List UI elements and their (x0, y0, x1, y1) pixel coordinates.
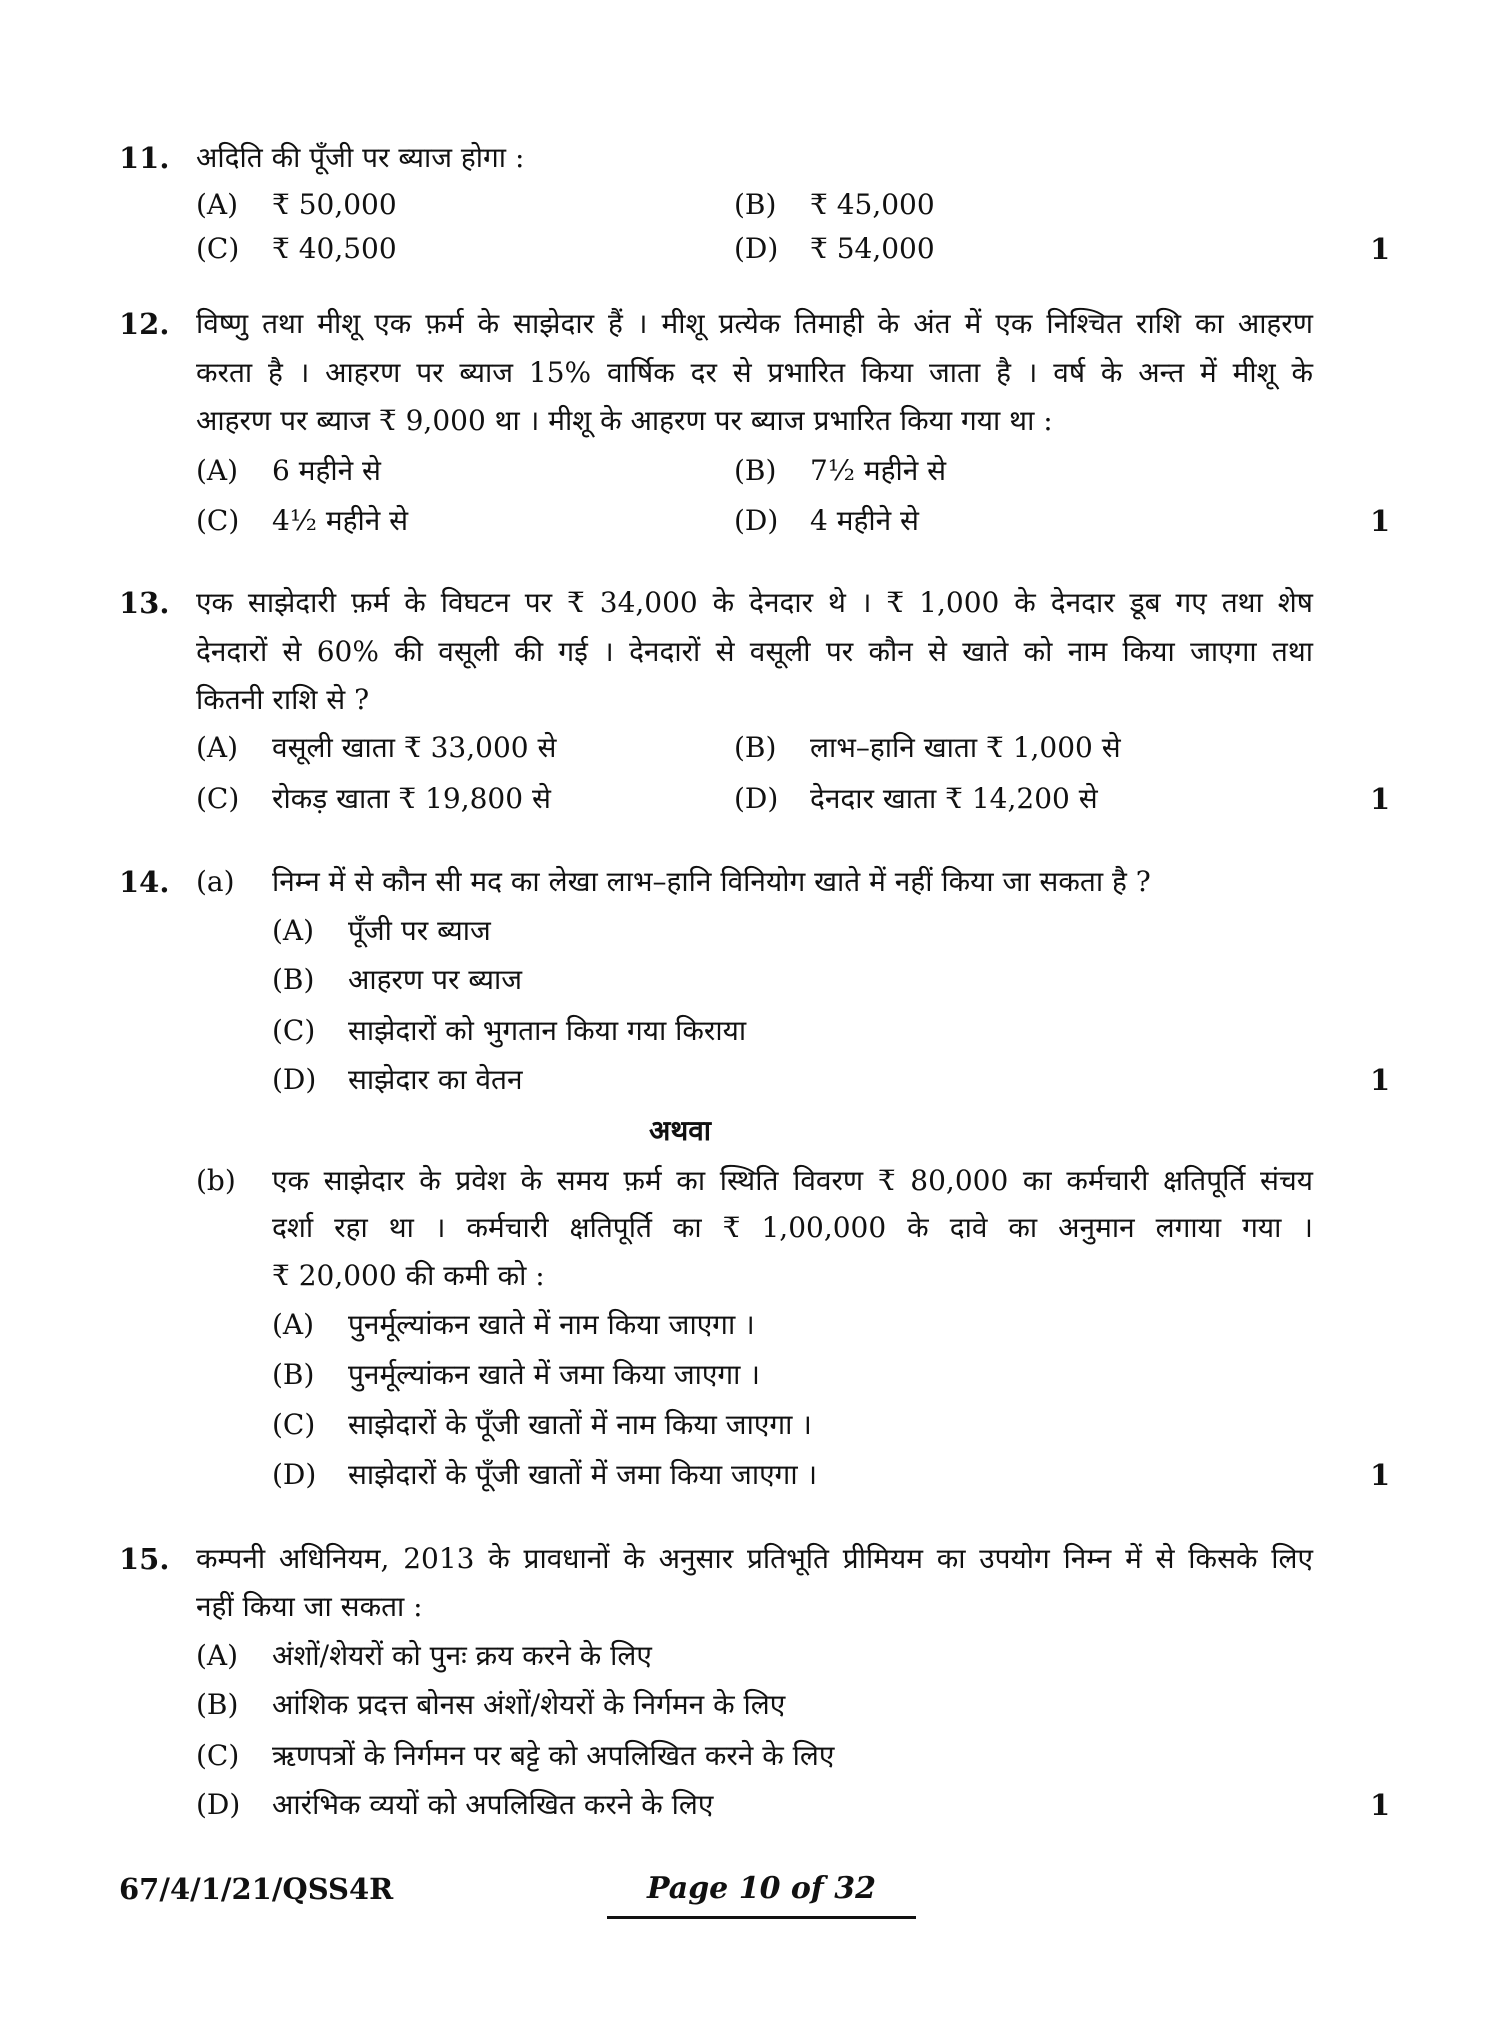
option-text-d: 4 महीने से (810, 504, 919, 537)
part-a-option-text-c: साझेदारों को भुगतान किया गया किराया (348, 1014, 747, 1047)
option-text-a: अंशों/शेयरों को पुनः क्रय करने के लिए (272, 1639, 652, 1672)
marks: 1 (1370, 1788, 1391, 1822)
part-b-option-label-c: (C) (272, 1408, 316, 1441)
option-text-c: ₹ 40,500 (272, 232, 397, 265)
question-text: अदिति की पूँजी पर ब्याज होगा : (196, 141, 525, 174)
part-b-option-label-b: (B) (272, 1358, 315, 1391)
option-text-c: 4½ महीने से (272, 504, 409, 537)
part-a-option-text-b: आहरण पर ब्याज (348, 963, 522, 996)
or-separator: अथवा (648, 1114, 712, 1147)
part-b-option-label-d: (D) (272, 1458, 317, 1491)
marks: 1 (1370, 504, 1391, 538)
question-text-line-3: आहरण पर ब्याज ₹ 9,000 था । मीशू के आहरण पर ब्याज प्रभारित किया गया था : (196, 404, 1053, 437)
marks: 1 (1370, 782, 1391, 816)
option-label-d: (D) (196, 1788, 241, 1821)
part-b-option-text-d: साझेदारों के पूँजी खातों में जमा किया जाएगा । (348, 1458, 818, 1491)
part-a-text: निम्न में से कौन सी मद का लेखा लाभ–हानि विनियोग खाते में नहीं किया जा सकता है ? (272, 865, 1151, 898)
question-text-line-1: विष्णु तथा मीशू एक फ़र्म के साझेदार हैं । मीशू प्रत्येक तिमाही के अंत में एक निश्चित राशि का आहरण (196, 307, 1313, 340)
option-label-b: (B) (196, 1688, 239, 1721)
part-b-option-label-a: (A) (272, 1308, 315, 1341)
option-label-a: (A) (196, 454, 239, 487)
option-label-d: (D) (734, 232, 779, 265)
option-label-b: (B) (734, 454, 777, 487)
question-number: 14. (119, 865, 170, 899)
paper-code: 67/4/1/21/QSS4R (119, 1872, 394, 1906)
option-text-c: रोकड़ खाता ₹ 19,800 से (272, 782, 551, 815)
option-label-b: (B) (734, 731, 777, 764)
option-label-a: (A) (196, 731, 239, 764)
option-text-b: आंशिक प्रदत्त बोनस अंशों/शेयरों के निर्गमन के लिए (272, 1688, 786, 1721)
marks: 1 (1370, 232, 1391, 266)
part-b-label: (b) (196, 1164, 236, 1197)
option-text-d: आरंभिक व्ययों को अपलिखित करने के लिए (272, 1788, 714, 1821)
part-a-option-label-d: (D) (272, 1063, 317, 1096)
part-b-option-text-c: साझेदारों के पूँजी खातों में नाम किया जाएगा । (348, 1408, 812, 1441)
marks: 1 (1370, 1458, 1391, 1492)
part-b-text-line-3: ₹ 20,000 की कमी को : (272, 1259, 545, 1292)
option-text-d: ₹ 54,000 (810, 232, 935, 265)
question-number: 12. (119, 307, 170, 341)
option-label-a: (A) (196, 1639, 239, 1672)
part-b-text-line-2: दर्शा रहा था । कर्मचारी क्षतिपूर्ति का ₹ 1,00,000 के दावे का अनुमान लगाया गया । (272, 1211, 1313, 1244)
part-a-option-label-a: (A) (272, 914, 315, 947)
question-text-line-1: कम्पनी अधिनियम, 2013 के प्रावधानों के अनुसार प्रतिभूति प्रीमियम का उपयोग निम्न में से किसके लिए (196, 1542, 1313, 1575)
option-text-a: 6 महीने से (272, 454, 381, 487)
option-label-c: (C) (196, 782, 240, 815)
page-number: Page 10 of 32 (647, 1871, 876, 1906)
question-text-line-2: करता है । आहरण पर ब्याज 15% वार्षिक दर से प्रभारित किया जाता है । वर्ष के अन्त में मीशू के (196, 356, 1313, 389)
marks: 1 (1370, 1063, 1391, 1097)
page-number-underline (607, 1916, 916, 1919)
option-text-a: ₹ 50,000 (272, 188, 397, 221)
question-number: 11. (119, 141, 170, 175)
option-label-c: (C) (196, 1739, 240, 1772)
option-label-b: (B) (734, 188, 777, 221)
question-text-line-2: नहीं किया जा सकता : (196, 1590, 423, 1623)
question-number: 13. (119, 586, 170, 620)
question-text-line-1: एक साझेदारी फ़र्म के विघटन पर ₹ 34,000 के देनदार थे । ₹ 1,000 के देनदार डूब गए तथा शेष (196, 586, 1313, 619)
option-label-a: (A) (196, 188, 239, 221)
part-b-text-line-1: एक साझेदार के प्रवेश के समय फ़र्म का स्थिति विवरण ₹ 80,000 का कर्मचारी क्षतिपूर्ति संचय (272, 1164, 1313, 1197)
option-label-c: (C) (196, 232, 240, 265)
option-label-d: (D) (734, 504, 779, 537)
part-a-option-label-c: (C) (272, 1014, 316, 1047)
option-text-b: लाभ–हानि खाता ₹ 1,000 से (810, 731, 1121, 764)
part-a-label: (a) (196, 865, 235, 898)
option-label-c: (C) (196, 504, 240, 537)
part-b-option-text-a: पुनर्मूल्यांकन खाते में नाम किया जाएगा । (348, 1308, 755, 1341)
option-text-a: वसूली खाता ₹ 33,000 से (272, 731, 557, 764)
question-text-line-3: कितनी राशि से ? (196, 683, 370, 716)
option-text-d: देनदार खाता ₹ 14,200 से (810, 782, 1098, 815)
question-number: 15. (119, 1542, 170, 1576)
option-text-c: ऋणपत्रों के निर्गमन पर बट्टे को अपलिखित करने के लिए (272, 1739, 835, 1772)
part-a-option-label-b: (B) (272, 963, 315, 996)
question-text-line-2: देनदारों से 60% की वसूली की गई । देनदारों से वसूली पर कौन से खाते को नाम किया जाएगा तथा (196, 635, 1313, 668)
option-label-d: (D) (734, 782, 779, 815)
part-a-option-text-d: साझेदार का वेतन (348, 1063, 523, 1096)
option-text-b: 7½ महीने से (810, 454, 947, 487)
part-b-option-text-b: पुनर्मूल्यांकन खाते में जमा किया जाएगा । (348, 1358, 760, 1391)
option-text-b: ₹ 45,000 (810, 188, 935, 221)
part-a-option-text-a: पूँजी पर ब्याज (348, 914, 491, 947)
